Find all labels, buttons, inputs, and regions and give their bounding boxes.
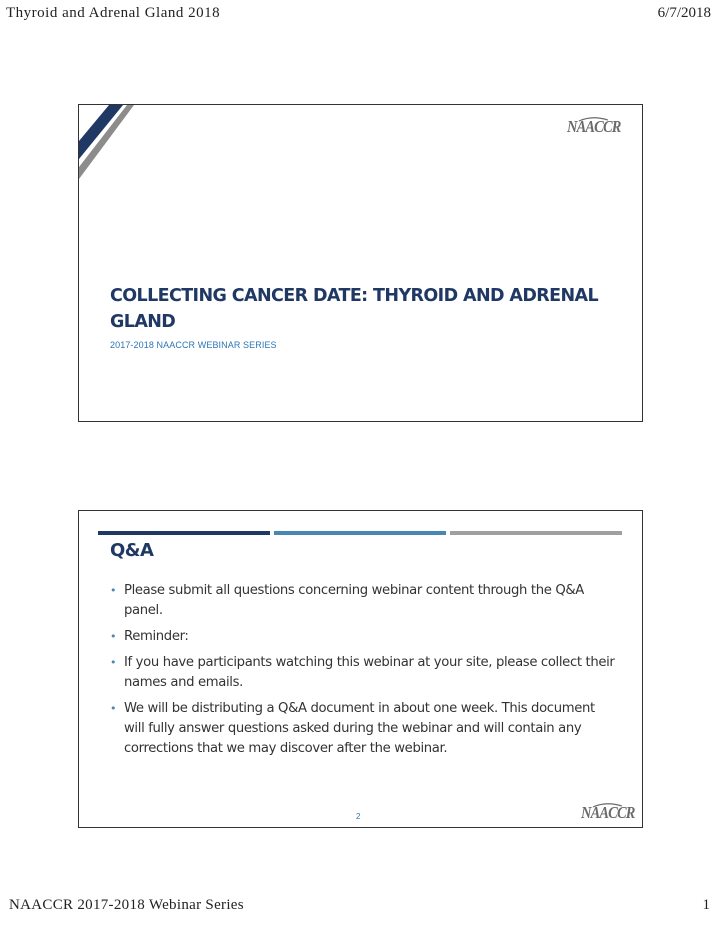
bullet-icon: • <box>110 630 117 643</box>
slide-subtitle: 2017-2018 NAACCR WEBINAR SERIES <box>110 340 277 350</box>
slide-1 <box>78 104 643 422</box>
bullet-text: Reminder: <box>124 629 189 644</box>
naaccr-logo <box>567 117 621 137</box>
slide-2 <box>78 510 643 828</box>
page-number: 1 <box>702 897 710 913</box>
bullet-text: If you have participants watching this webinar at your site, please collect their names and emails. <box>124 655 615 690</box>
slide-title: COLLECTING CANCER DATE: THYROID AND ADRENAL GLAND <box>110 286 599 332</box>
logo-text: NAACCR <box>581 803 635 822</box>
bar-gray <box>450 531 622 535</box>
bullet-text: Please submit all questions concerning webinar content through the Q&A panel. <box>124 583 584 618</box>
list-item <box>106 627 616 647</box>
naaccr-logo <box>581 803 635 823</box>
bullet-icon: • <box>110 702 117 715</box>
header-bars <box>98 531 622 535</box>
slide-number: 2 <box>356 812 361 821</box>
list-item <box>106 581 616 621</box>
bullet-icon: • <box>110 584 117 597</box>
page-footer-series: NAACCR 2017-2018 Webinar Series <box>9 897 244 913</box>
bullet-icon: • <box>110 656 117 669</box>
slide-title: Q&A <box>110 540 154 561</box>
page-header-title: Thyroid and Adrenal Gland 2018 <box>6 5 221 21</box>
page-header-date: 6/7/2018 <box>657 5 711 21</box>
list-item <box>106 699 616 759</box>
corner-stripes-decoration <box>79 105 139 185</box>
bar-blue <box>274 531 446 535</box>
bar-navy <box>98 531 270 535</box>
logo-text: NAACCR <box>567 117 621 136</box>
list-item <box>106 653 616 693</box>
bullet-text: We will be distributing a Q&A document in about one week. This document will fully answer questions asked during the webinar and will contain any corrections that we may discover after the webinar. <box>124 701 595 756</box>
bullet-list <box>106 581 616 765</box>
